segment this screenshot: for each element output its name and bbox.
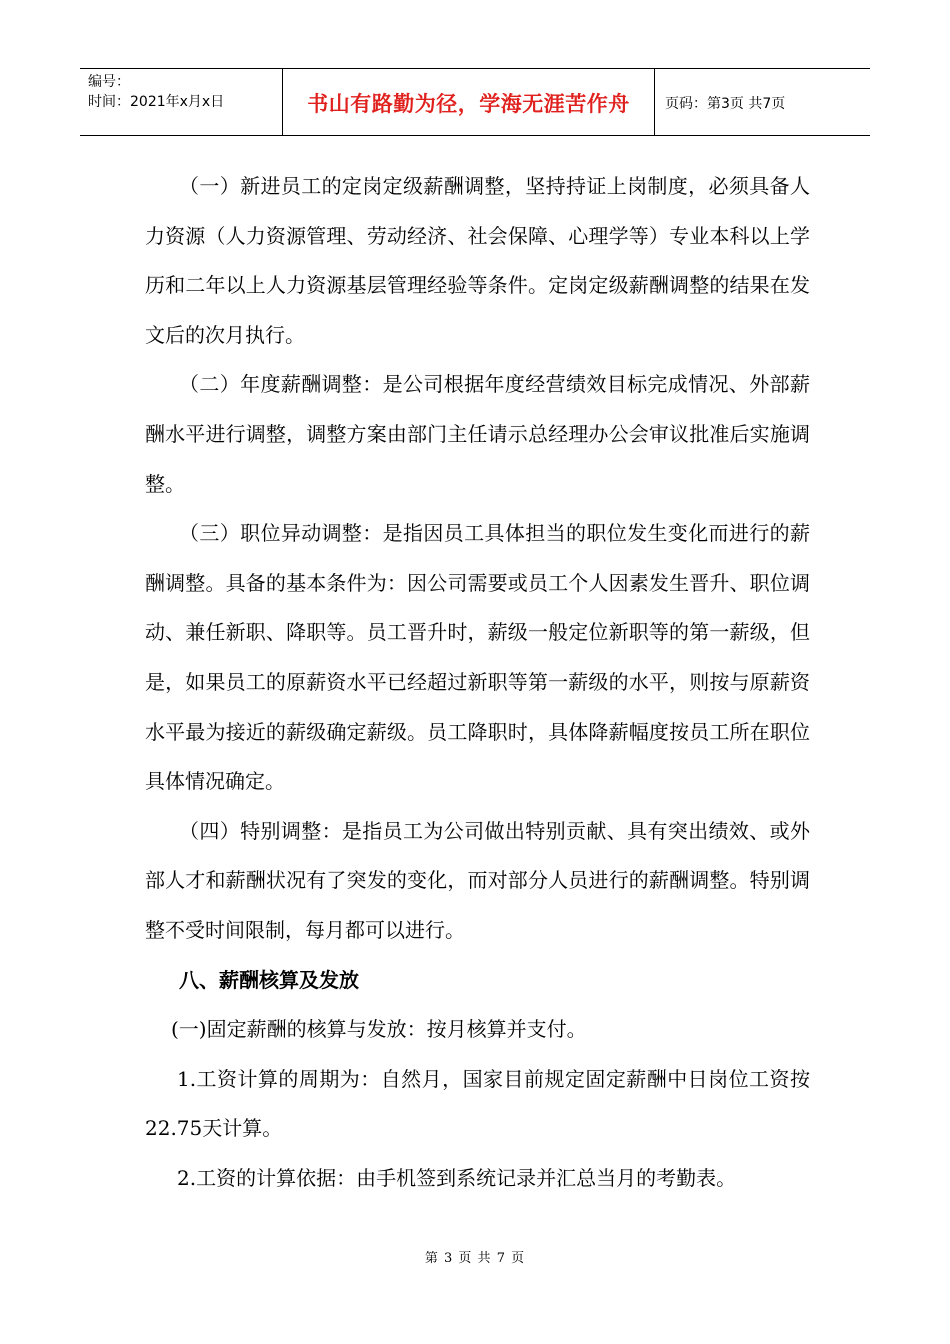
header-motto: 书山有路勤为径，学海无涯苦作舟: [307, 92, 630, 116]
paragraph-2: （二）年度薪酬调整：是公司根据年度经营绩效目标完成情况、外部薪酬水平进行调整，调整方案由部门主任请示总经理办公会审议批准后实施调整。: [145, 372, 810, 496]
section-heading: 八、薪酬核算及发放: [179, 967, 359, 992]
document-body: [145, 162, 810, 1203]
subsection-title: (一)固定薪酬的核算与发放：按月核算并支付。: [171, 1017, 587, 1042]
paragraph-3: （三）职位异动调整：是指因员工具体担当的职位发生变化而进行的薪酬调整。具备的基本条件为：因公司需要或员工个人因素发生晋升、职位调动、兼任新职、降职等。员工晋升时，薪级一般定位新职等的第一薪级，但是，如果员工的原薪资水平已经超过新职等第一薪级的水平，则按与原薪资水平最为接近的薪级确定薪级。员工降职时，具体降薪幅度按员工所在职位具体情况确定。: [145, 521, 810, 794]
document-date: 时间：2021年x月x日: [88, 94, 225, 110]
paragraph-4: （四）特别调整：是指员工为公司做出特别贡献、具有突出绩效、或外部人才和薪酬状况有了突发的变化，而对部分人员进行的薪酬调整。特别调整不受时间限制，每月都可以进行。: [145, 818, 810, 942]
header-page-info: [655, 69, 870, 135]
paragraph-1: （一）新进员工的定岗定级薪酬调整，坚持持证上岗制度，必须具备人力资源（人力资源管理、劳动经济、社会保障、心理学等）专业本科以上学历和二年以上人力资源基层管理经验等条件。定岗定级薪酬调整的结果在发文后的次月执行。: [145, 174, 810, 347]
document-number: 编号：: [88, 74, 130, 90]
list-item: 2.工资的计算依据：由手机签到系统记录并汇总当月的考勤表。: [177, 1165, 737, 1190]
page-footer: 第 3 页 共 7 页: [424, 1251, 526, 1266]
header-motto-cell: [283, 69, 655, 135]
page-info-text: 页码：第3页 共7页: [665, 96, 786, 112]
header-meta: [80, 69, 283, 135]
page-header: [80, 68, 870, 136]
list-item: 1.工资计算的周期为：自然月，国家目前规定固定薪酬中日岗位工资按22.75天计算。: [145, 1066, 810, 1141]
